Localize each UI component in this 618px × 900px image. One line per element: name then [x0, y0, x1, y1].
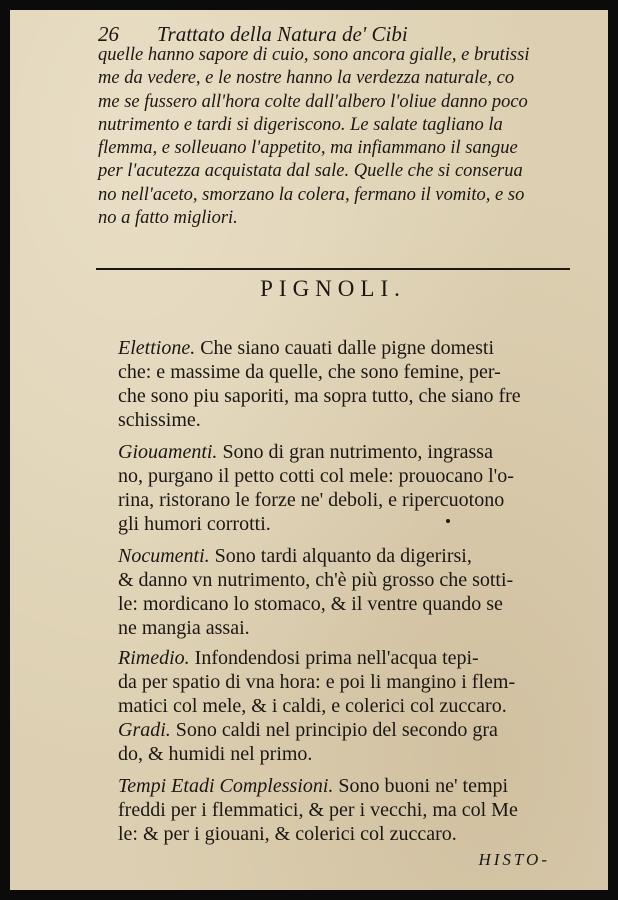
- text-line: freddi per i flemmatici, & per i vecchi, ma col Me: [118, 799, 518, 821]
- text-line: me da vedere, e le nostre hanno la verdezza naturale, co: [98, 68, 515, 89]
- text-line: & danno vn nutrimento, ch'è più grosso che sotti-: [118, 569, 514, 591]
- ink-speck: [446, 519, 450, 523]
- text-line: che: e massime da quelle, che sono femine, per-: [118, 361, 501, 383]
- intro-paragraph: [98, 44, 529, 230]
- catchword: HISTO-: [478, 850, 550, 869]
- text-line: nutrimento e tardi si digeriscono. Le salate tagliano la: [98, 114, 503, 135]
- text-line: [118, 336, 521, 360]
- text-line: le: mordicano lo stomaco, & il ventre quando se: [118, 593, 503, 615]
- entry-text: Infondendosi prima nell'acqua tepi-: [189, 647, 479, 669]
- text-line: gli humori corrotti.: [118, 513, 271, 535]
- entry-label: Nocumenti.: [118, 545, 210, 567]
- entry-text: Sono tardi alquanto da digerirsi,: [209, 545, 472, 567]
- text-line: quelle hanno sapore di cuio, sono ancora gialle, e brutissi: [98, 45, 530, 65]
- entry-rimedio: [118, 646, 515, 718]
- text-line: [118, 774, 518, 798]
- text-line: me se fussero all'hora colte dall'albero l'oliue danno poco: [98, 91, 528, 112]
- text-line: che sono piu saporiti, ma sopra tutto, che siano fre: [118, 385, 521, 407]
- text-line: no nell'aceto, smorzano la colera, fermano il vomito, e so: [98, 184, 525, 205]
- entry-gradi: [118, 718, 498, 766]
- book-page: [10, 10, 608, 890]
- entry-label: Tempi Etadi Complessioni.: [118, 775, 334, 797]
- running-title: Trattato della Natura de' Cibi: [157, 22, 408, 46]
- text-line: no, purgano il petto cotti col mele: prouocano l'o-: [118, 465, 514, 487]
- text-line: matici col mele, & i caldi, e colerici col zuccaro.: [118, 695, 507, 717]
- section-divider: [96, 268, 570, 270]
- text-line: do, & humidi nel primo.: [118, 743, 313, 765]
- text-line: le: & per i giouani, & colerici col zuccaro.: [118, 823, 457, 845]
- entry-text: Sono caldi nel principio del secondo gra: [170, 719, 498, 741]
- text-line: [118, 646, 515, 670]
- entry-text: Sono di gran nutrimento, ingrassa: [217, 441, 493, 463]
- entry-giouamenti: [118, 440, 514, 536]
- page-number: 26: [98, 22, 119, 46]
- entry-text: Che siano cauati dalle pigne domesti: [195, 337, 495, 359]
- text-line: [118, 718, 498, 742]
- entry-nocumenti: [118, 544, 513, 640]
- section-title: PIGNOLI.: [260, 276, 406, 301]
- text-line: no a fatto migliori.: [98, 208, 238, 229]
- entry-label: Elettione.: [118, 337, 196, 359]
- text-line: rina, ristorano le forze ne' deboli, e ripercuotono: [118, 489, 505, 511]
- entry-text: Sono buoni ne' tempi: [333, 775, 509, 797]
- entry-tempi-etadi-complessioni: [118, 774, 518, 846]
- text-line: flemma, e solleuano l'appetito, ma infiammano il sangue: [98, 138, 518, 159]
- text-line: ne mangia assai.: [118, 617, 250, 639]
- text-line: [118, 544, 513, 568]
- text-line: da per spatio di vna hora: e poi li mangino i flem-: [118, 671, 516, 693]
- text-line: [118, 440, 514, 464]
- text-line: schissime.: [118, 409, 201, 431]
- entry-label: Gradi.: [118, 719, 171, 741]
- text-line: per l'acutezza acquistata dal sale. Quelle che si conserua: [98, 161, 523, 182]
- entry-label: Giouamenti.: [118, 441, 218, 463]
- entry-label: Rimedio.: [118, 647, 190, 669]
- entry-elettione: [118, 336, 521, 432]
